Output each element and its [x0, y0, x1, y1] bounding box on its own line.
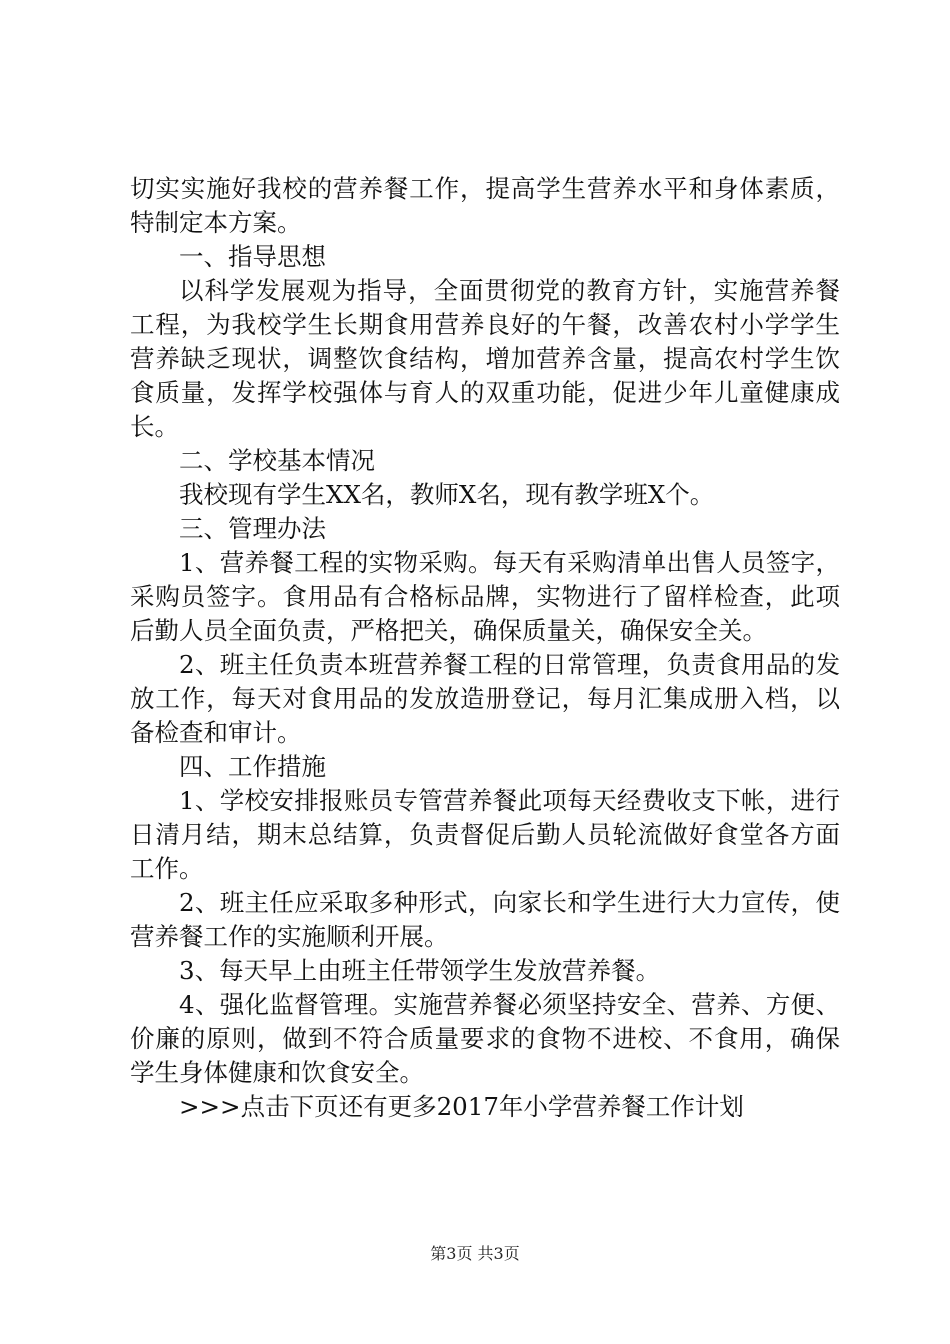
paragraph-management-1: 1、营养餐工程的实物采购。每天有采购清单出售人员签字，采购员签字。食用品有合格标品牌，实物进行了留样检查，此项后勤人员全面负责，严格把关，确保质量关，确保安全关。	[130, 548, 840, 645]
paragraph-measures-1: 1、学校安排报账员专管营养餐此项每天经费收支下帐，进行日清月结，期末总结算，负责督促后勤人员轮流做好食堂各方面工作。	[130, 786, 840, 883]
paragraph-measures-4: 4、强化监督管理。实施营养餐必须坚持安全、营养、方便、价廉的原则，做到不符合质量要求的食物不进校、不食用，确保学生身体健康和饮食安全。	[130, 990, 840, 1087]
paragraph-measures-2: 2、班主任应采取多种形式，向家长和学生进行大力宣传，使营养餐工作的实施顺利开展。	[130, 888, 840, 951]
intro-paragraph: 切实实施好我校的营养餐工作，提高学生营养水平和身体素质，特制定本方案。	[130, 174, 840, 237]
page-number-footer: 第3页 共3页	[430, 1244, 520, 1263]
paragraph-measures-3: 3、每天早上由班主任带领学生发放营养餐。	[179, 956, 661, 985]
section-heading-guiding-ideology: 一、指导思想	[179, 242, 326, 271]
section-heading-measures: 四、工作措施	[179, 752, 326, 781]
section-heading-management: 三、管理办法	[179, 514, 326, 543]
more-pages-link[interactable]: >>>点击下页还有更多2017年小学营养餐工作计划	[179, 1092, 744, 1121]
paragraph-guiding-ideology: 以科学发展观为指导，全面贯彻党的教育方针，实施营养餐工程，为我校学生长期食用营养良好的午餐，改善农村小学学生营养缺乏现状，调整饮食结构，增加营养含量，提高农村学生饮食质量，发挥学校强体与育人的双重功能，促进少年儿童健康成长。	[130, 276, 840, 441]
document-body	[130, 172, 840, 1124]
section-heading-school-info: 二、学校基本情况	[179, 446, 375, 475]
paragraph-management-2: 2、班主任负责本班营养餐工程的日常管理，负责食用品的发放工作，每天对食用品的发放造册登记，每月汇集成册入档，以备检查和审计。	[130, 650, 840, 747]
paragraph-school-info: 我校现有学生XX名，教师X名，现有教学班X个。	[179, 480, 715, 509]
